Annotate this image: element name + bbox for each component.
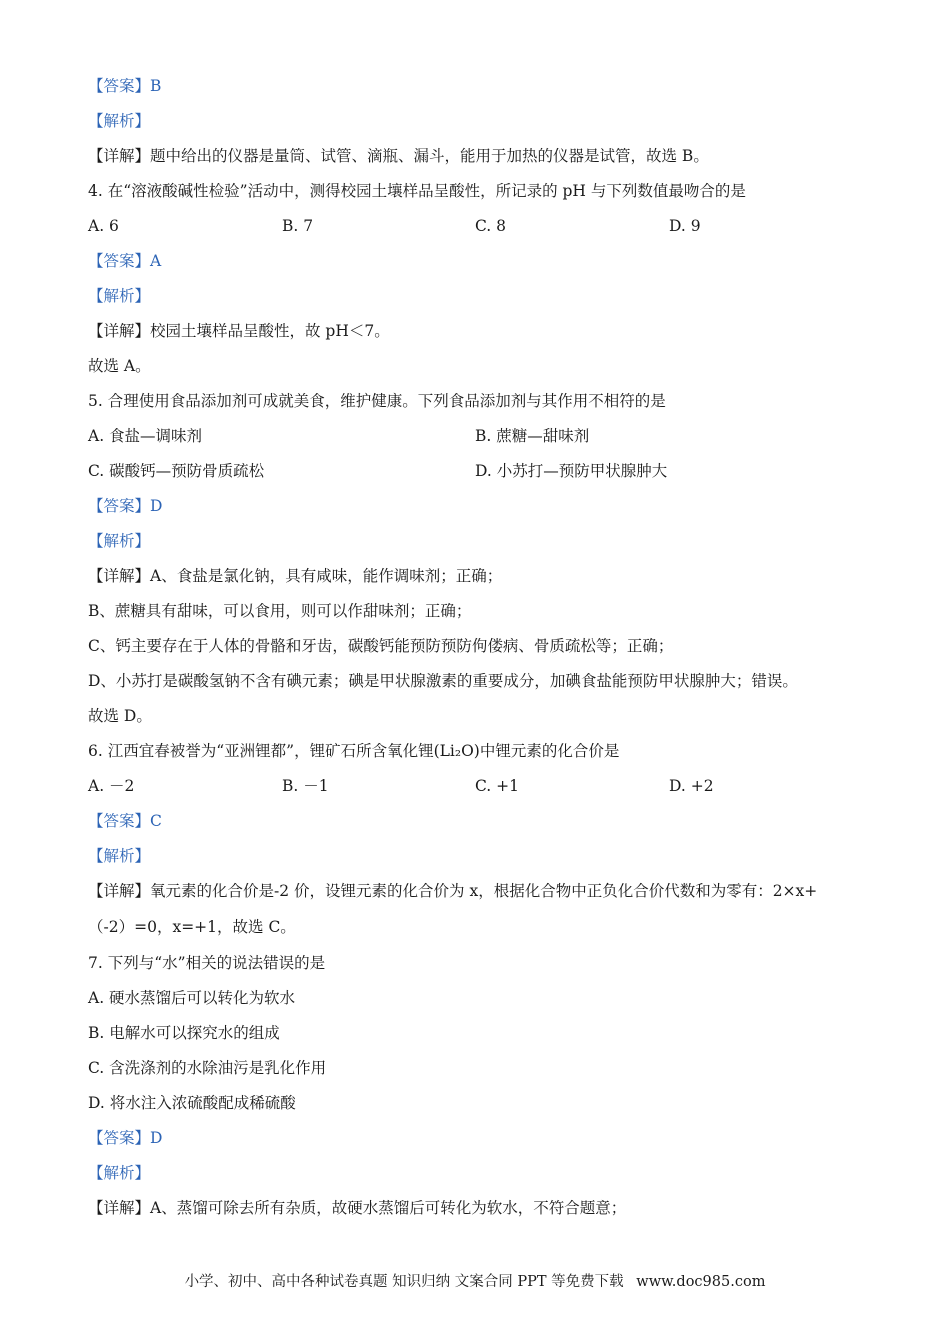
explanation-text: 【详解】氧元素的化合价是-2 价，设锂元素的化合价为 x，根据化合物中正负化合价代数和为零有：2×x+ [88, 882, 818, 900]
question-7: 7. 下列与“水”相关的说法错误的是 [88, 954, 326, 972]
footer-link[interactable]: www.doc985.com [636, 1274, 766, 1290]
page-footer [0, 1270, 950, 1291]
analysis-label: 【解析】 [88, 847, 151, 865]
q4-option-a: A. 6 [88, 217, 119, 235]
analysis-label: 【解析】 [88, 287, 151, 305]
question-6: 6. 江西宜春被誉为“亚洲锂都”，锂矿石所含氧化锂(Li₂O)中锂元素的化合价是 [88, 742, 620, 760]
explanation-text: 【详解】题中给出的仪器是量筒、试管、滴瓶、漏斗，能用于加热的仪器是试管，故选 B。 [88, 147, 709, 165]
explanation-text: C、钙主要存在于人体的骨骼和牙齿，碳酸钙能预防预防佝偻病、骨质疏松等；正确； [88, 637, 674, 655]
explanation-text: （-2）=0，x=+1，故选 C。 [88, 918, 296, 936]
answer-label: 【答案】D [88, 497, 163, 515]
answer-label: 【答案】A [88, 252, 162, 270]
q4-option-d: D. 9 [669, 217, 701, 235]
q7-option-c: C. 含洗涤剂的水除油污是乳化作用 [88, 1059, 327, 1077]
q7-option-a: A. 硬水蒸馏后可以转化为软水 [88, 989, 296, 1007]
footer-text: 小学、初中、高中各种试卷真题 知识归纳 文案合同 PPT 等免费下载 [184, 1274, 624, 1290]
explanation-text: D、小苏打是碳酸氢钠不含有碘元素；碘是甲状腺激素的重要成分，加碘食盐能预防甲状腺肿大；错误。 [88, 672, 798, 690]
explanation-text: 【详解】A、蒸馏可除去所有杂质，故硬水蒸馏后可转化为软水，不符合题意； [88, 1199, 627, 1217]
explanation-text: 故选 A。 [88, 357, 151, 375]
q5-option-d: D. 小苏打—预防甲状腺肿大 [475, 462, 668, 480]
question-4: 4. 在“溶液酸碱性检验”活动中，测得校园土壤样品呈酸性，所记录的 pH 与下列数值最吻合的是 [88, 182, 746, 200]
q6-option-d: D. +2 [669, 777, 714, 795]
q4-option-b: B. 7 [282, 217, 314, 235]
analysis-label: 【解析】 [88, 1164, 151, 1182]
q6-option-c: C. +1 [475, 777, 520, 795]
explanation-text: 故选 D。 [88, 707, 152, 725]
explanation-text: B、蔗糖具有甜味，可以食用，则可以作甜味剂；正确； [88, 602, 472, 620]
analysis-label: 【解析】 [88, 532, 151, 550]
question-5: 5. 合理使用食品添加剂可成就美食，维护健康。下列食品添加剂与其作用不相符的是 [88, 392, 666, 410]
q5-option-c: C. 碳酸钙—预防骨质疏松 [88, 462, 265, 480]
answer-label: 【答案】B [88, 77, 162, 95]
explanation-text: 【详解】校园土壤样品呈酸性，故 pH＜7。 [88, 322, 390, 340]
q4-option-c: C. 8 [475, 217, 507, 235]
q5-option-b: B. 蔗糖—甜味剂 [475, 427, 590, 445]
answer-label: 【答案】C [88, 812, 162, 830]
q7-option-d: D. 将水注入浓硫酸配成稀硫酸 [88, 1094, 296, 1112]
analysis-label: 【解析】 [88, 112, 151, 130]
q6-option-a: A. －2 [88, 777, 135, 795]
q6-option-b: B. －1 [282, 777, 329, 795]
q5-option-a: A. 食盐—调味剂 [88, 427, 203, 445]
answer-label: 【答案】D [88, 1129, 163, 1147]
explanation-text: 【详解】A、食盐是氯化钠，具有咸味，能作调味剂；正确； [88, 567, 503, 585]
q7-option-b: B. 电解水可以探究水的组成 [88, 1024, 280, 1042]
